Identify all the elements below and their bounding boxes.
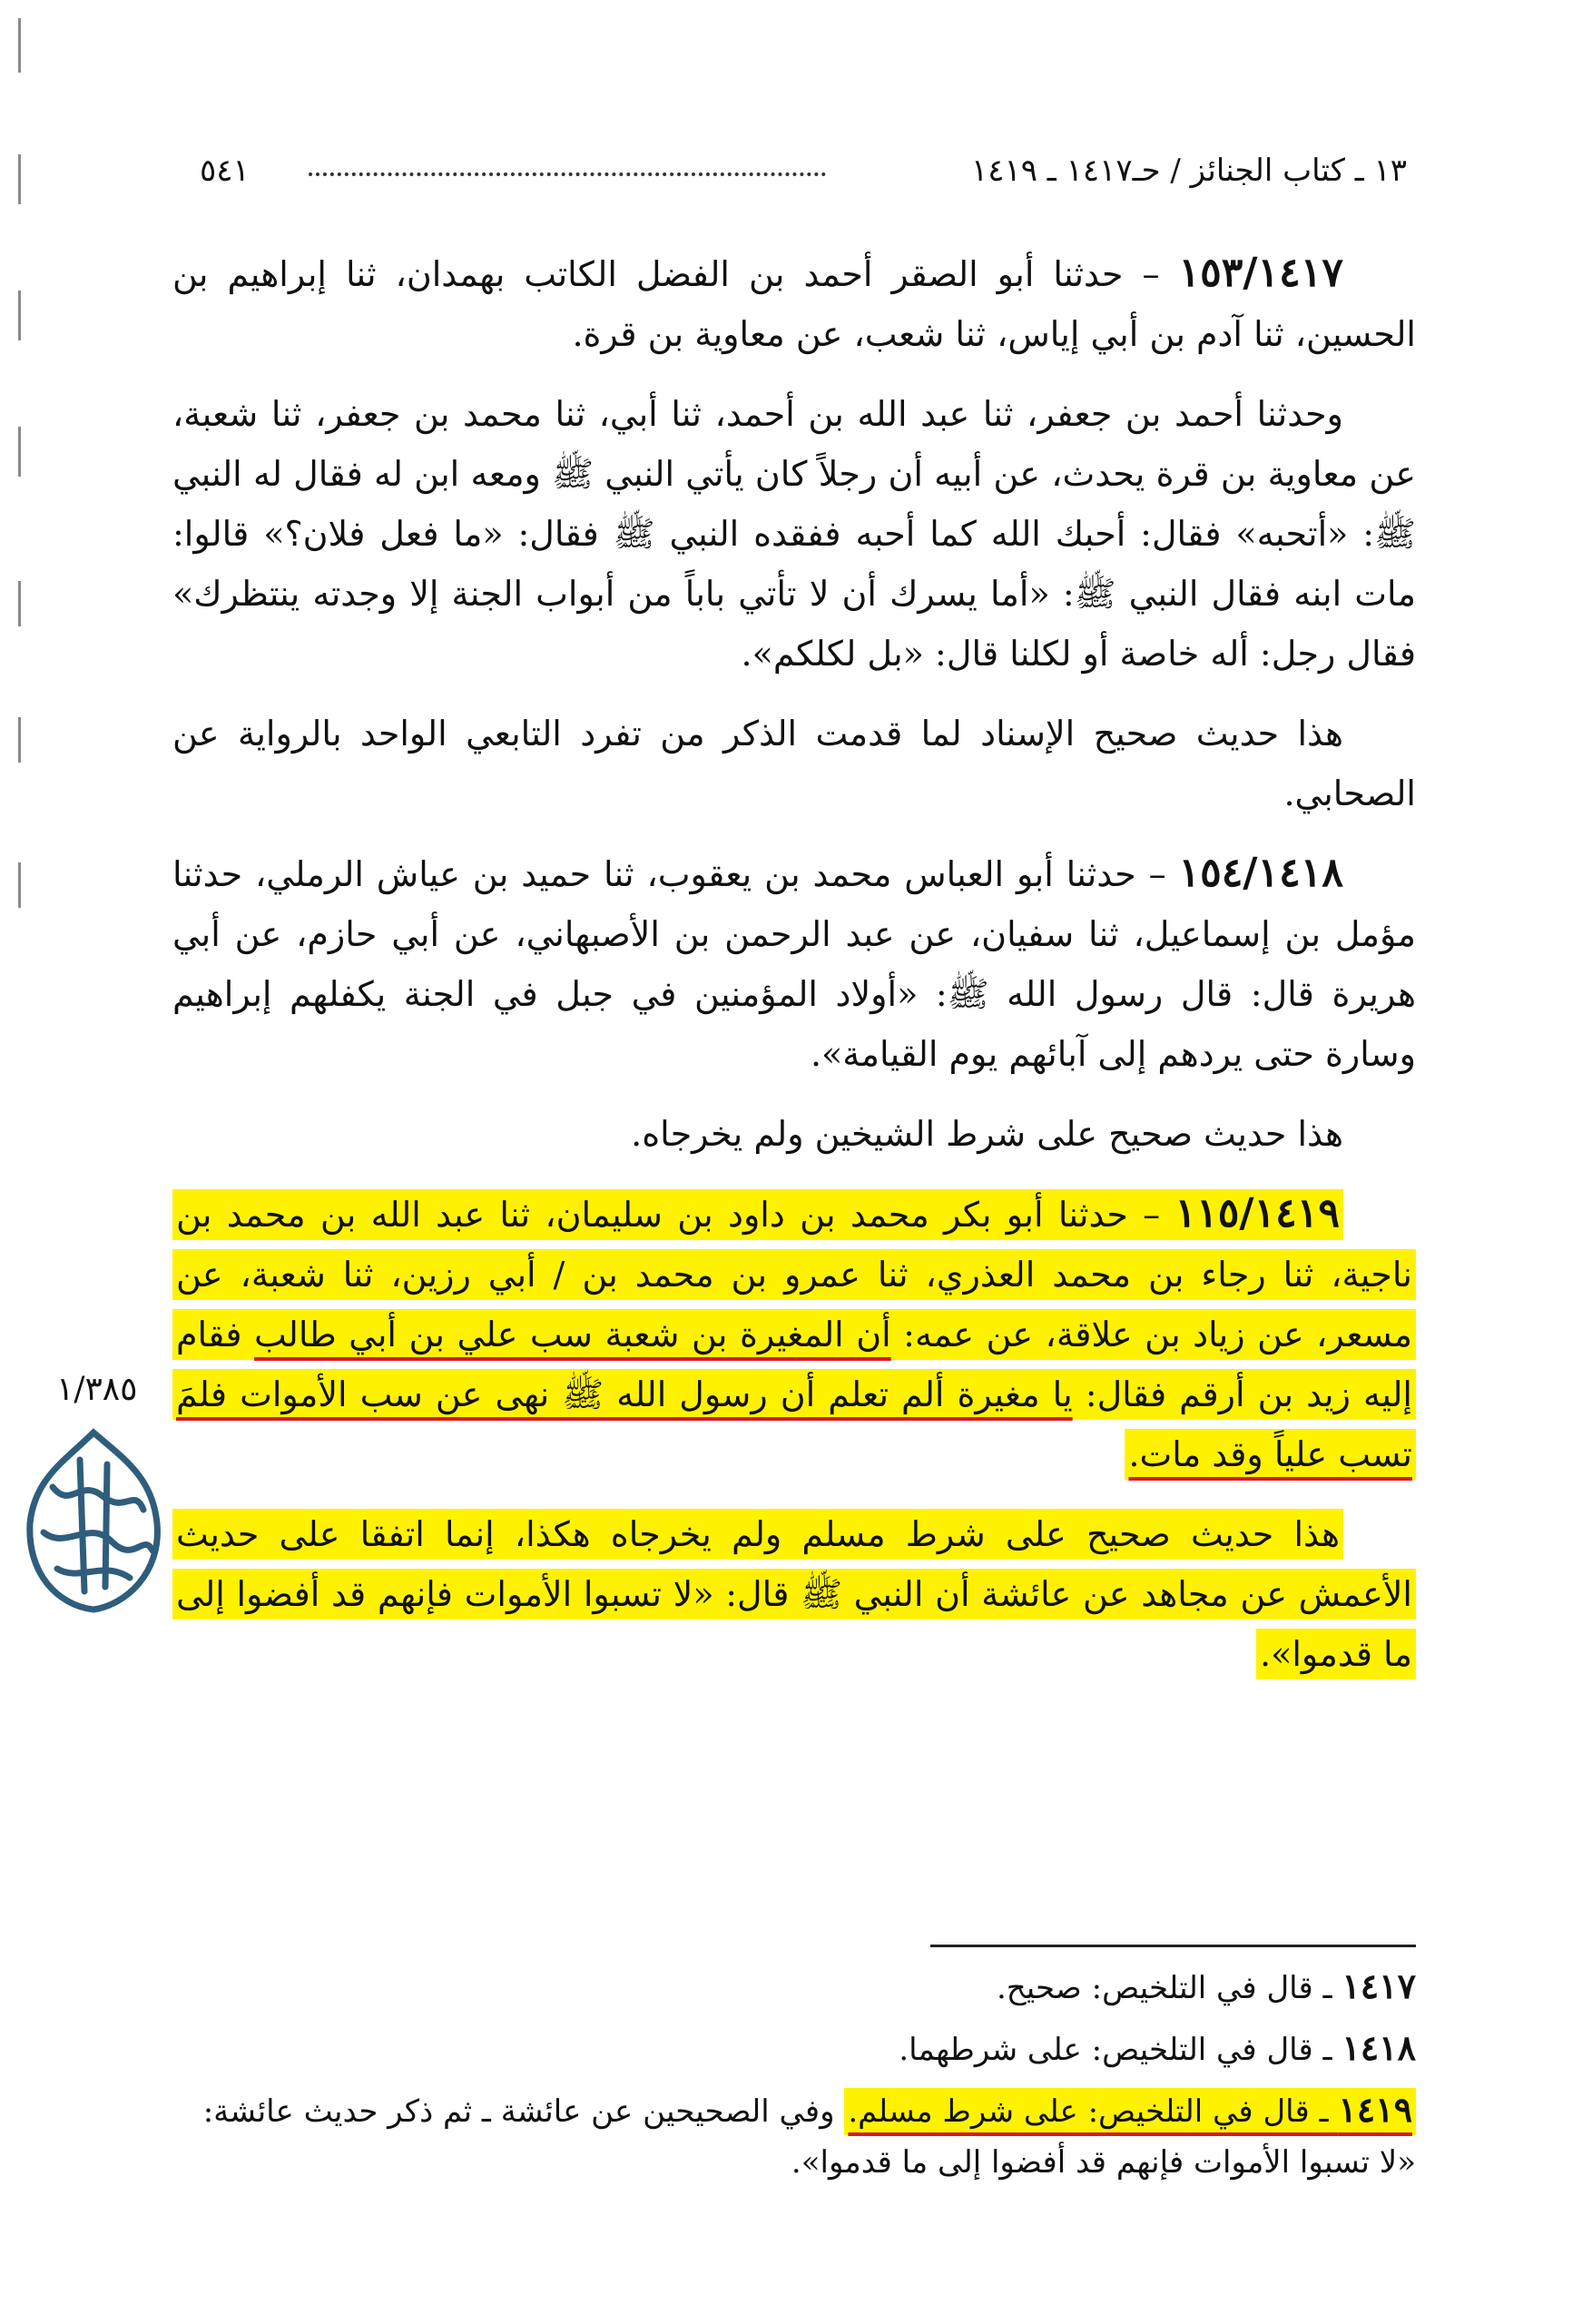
footnote-1419	[172, 2084, 1416, 2188]
footnote-text: ـ قال في التلخيص: على شرط مسلم.	[848, 2093, 1329, 2130]
hadith-text-part: فقام إليه زيد بن أرقم فقال:	[176, 1315, 1412, 1414]
footnote-1417	[172, 1961, 1416, 2014]
header-dot-leader	[309, 172, 826, 176]
footnote-text: ـ قال في التلخيص: على شرطهما.	[899, 2032, 1332, 2068]
footnote-number: ١٤١٩	[1338, 2089, 1412, 2130]
highlighted-comment: هذا حديث صحيح على شرط مسلم ولم يخرجاه هكذا، إنما اتفقا على حديث الأعمش عن مجاهد عن عائشة أن النبي ﷺ قال: «لا تسبوا الأموات فإنهم قد أفضوا إلى ما قدموا».	[172, 1509, 1416, 1679]
page-number: ٥٤١	[200, 153, 250, 189]
hadith-text-part: – حدثنا أبو بكر محمد بن داود بن سليمان، ثنا عبد الله بن محمد بن ناجية، ثنا رجاء بن محمد العذري، ثنا عمرو بن محمد بن / أبي رزين، ثنا شعبة، عن مسعر، عن زياد بن علاقة، عن عمه:	[176, 1195, 1412, 1354]
hadith-number: ١٥٣/١٤١٧	[1178, 250, 1343, 296]
hadith-1419-comment	[172, 1504, 1416, 1684]
hadith-1417-isnad	[172, 243, 1416, 364]
running-header	[200, 153, 1407, 207]
scan-margin-marks	[18, 0, 27, 999]
hadith-1417-text: وحدثنا أحمد بن جعفر، ثنا عبد الله بن أحمد، ثنا أبي، ثنا محمد بن جعفر، ثنا شعبة، عن معاوية بن قرة يحدث، عن أبيه أن رجلاً كان يأتي النبي ﷺ ومعه ابن له فقال له النبي ﷺ: «أتحبه» فقال: أحبك الله كما أحبه ففقده النبي ﷺ فقال: «ما فعل فلان؟» قالوا: مات ابنه فقال النبي ﷺ: «أما يسرك أن لا تأتي باباً من أبواب الجنة إلا وجدته ينتظرك» فقال رجل: أله خاصة أو لكلنا قال: «بل لكلكم».	[172, 394, 1416, 674]
highlighted-span	[172, 1189, 1416, 1480]
hadith-1418-comment: هذا حديث صحيح على شرط الشيخين ولم يخرجاه.	[631, 1114, 1343, 1154]
footnotes	[172, 1961, 1416, 2197]
footnote-separator	[930, 1945, 1416, 1947]
footnote-number: ١٤١٨	[1341, 2027, 1416, 2068]
underlined-phrase-1: أن المغيرة بن شعبة سب علي بن أبي طالب	[253, 1315, 891, 1354]
footnote-1418	[172, 2023, 1416, 2075]
chapter-title: ١٣ ـ كتاب الجنائز / حـ١٤١٧ ـ ١٤١٩	[970, 153, 1407, 189]
highlighted-footnote	[844, 2088, 1416, 2135]
edition-page-reference: ١/٣٨٥	[56, 1371, 138, 1408]
footnote-text-rest: وفي الصحيحين عن عائشة ـ ثم ذكر حديث عائشة: «لا تسبوا الأموات فإنهم قد أفضوا إلى ما قدموا».	[202, 2093, 1416, 2181]
footnote-number: ١٤١٧	[1341, 1965, 1416, 2006]
calligraphy-seal-logo	[16, 1423, 171, 1619]
hadith-text: – حدثنا أبو العباس محمد بن يعقوب، ثنا حميد بن عياش الرملي، حدثنا مؤمل بن إسماعيل، ثنا سفيان، عن عبد الرحمن بن الأصبهاني، عن أبي حازم، عن أبي هريرة قال: قال رسول الله ﷺ: «أولاد المؤمنين في جبل في الجنة يكفلهم إبراهيم وسارة حتى يردهم إلى آبائهم يوم القيامة».	[172, 854, 1416, 1074]
hadith-1417-comment: هذا حديث صحيح الإسناد لما قدمت الذكر من تفرد التابعي الواحد بالرواية عن الصحابي.	[172, 714, 1416, 813]
hadith-1418-text	[172, 843, 1416, 1084]
hadith-1419-text	[172, 1184, 1416, 1484]
main-text	[172, 243, 1416, 1704]
hadith-number: ١٥٤/١٤١٨	[1178, 850, 1343, 896]
hadith-number: ١١٥/١٤١٩	[1174, 1190, 1340, 1236]
footnote-text: ـ قال في التلخيص: صحيح.	[996, 1970, 1332, 2006]
underlined-phrase-2: يا مغيرة ألم تعلم أن رسول الله ﷺ نهى عن سب الأموات فلمَ تسب علياً وقد مات.	[176, 1374, 1412, 1474]
hadith-text: – حدثنا أبو الصقر أحمد بن الفضل الكاتب بهمدان، ثنا إبراهيم بن الحسين، ثنا آدم بن أبي إياس، ثنا شعب، عن معاوية بن قرة.	[172, 254, 1416, 354]
